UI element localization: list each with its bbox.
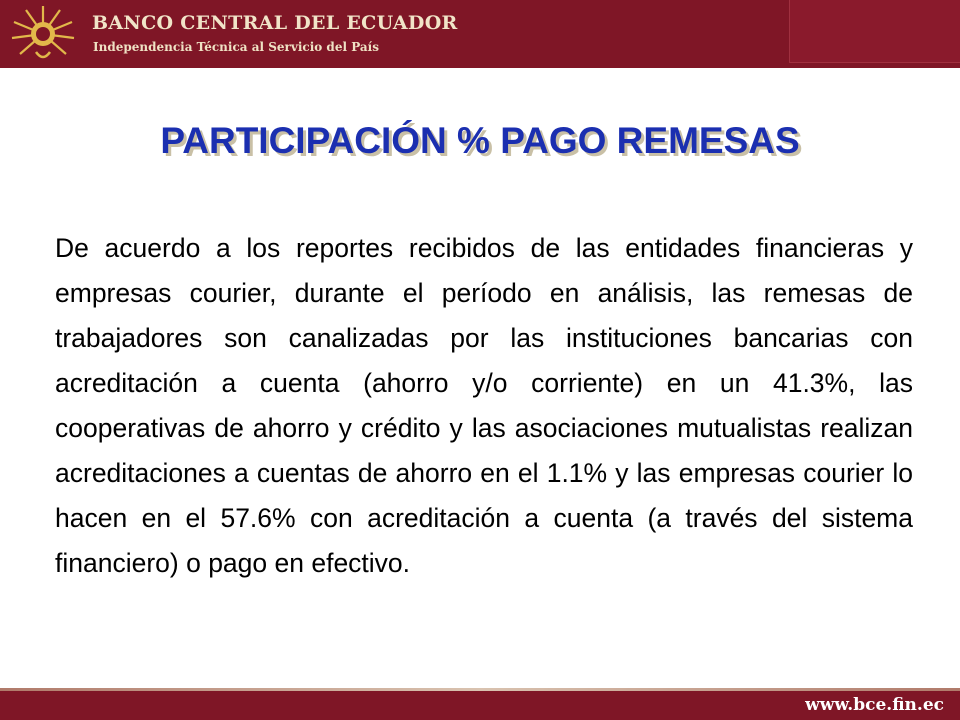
sun-emblem-icon [8,4,78,64]
footer-bar [0,688,960,720]
footer-divider [0,688,960,691]
brand-name: BANCO CENTRAL DEL ECUADOR [92,12,458,34]
slide-title: PARTICIPACIÓN % PAGO REMESAS [160,120,800,161]
header-bar [0,0,960,68]
website-url: www.bce.fin.ec [805,695,944,715]
brand-tagline: Independencia Técnica al Servicio del País [93,40,379,54]
slide-body-paragraph: De acuerdo a los reportes recibidos de las entidades financieras y empresas courier, durante el período en análisis, las remesas de trabajadores son canalizadas por las instituciones bancarias con acreditación a cuenta (ahorro y/o corriente) en un 41.3%, las cooperativas de ahorro y crédito y las asociaciones mutualistas realizan acreditaciones a cuentas de ahorro en el 1.1% y las empresas courier lo hacen en el 57.6% con acreditación a cuenta (a través del sistema financiero) o pago en efectivo. [55,233,913,578]
header-right-panel [789,0,960,63]
